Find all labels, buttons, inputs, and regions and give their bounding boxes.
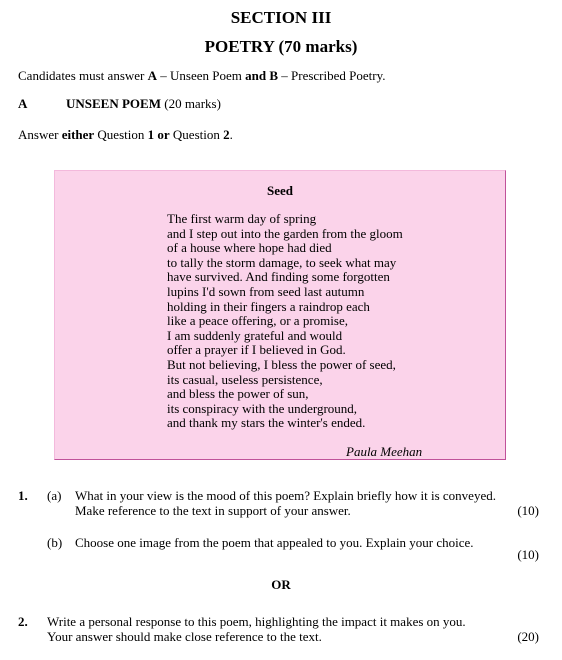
intro-b: B: [269, 68, 279, 83]
intro-post: – Prescribed Poetry.: [278, 68, 386, 83]
poem-line: have survived. And finding some forgotten: [167, 269, 390, 285]
question-1a-marks: (10): [517, 503, 539, 518]
poem-line: lupins I'd sown from seed last autumn: [167, 283, 365, 299]
question-1b-marks: (10): [517, 547, 539, 562]
poetry-heading: POETRY (70 marks): [204, 37, 358, 56]
answer-q2: Question: [169, 127, 224, 142]
question-1a-label: (a): [47, 488, 62, 503]
poem-line: and bless the power of sun,: [167, 386, 309, 402]
question-2-text: [47, 614, 497, 644]
question-2-marks: (20): [517, 629, 539, 644]
section-a-letter: A: [18, 96, 28, 111]
intro-and: and: [245, 68, 267, 83]
question-1a-line: What in your view is the mood of this poem? Explain briefly how it is conveyed.: [75, 488, 496, 503]
question-2-line: Your answer should make close reference to the text.: [47, 629, 322, 644]
poem-line: and I step out into the garden from the gloom: [167, 225, 403, 241]
poem-line: But not believing, I bless the power of seed,: [167, 356, 396, 372]
poem-line: to tally the storm damage, to seek what may: [167, 254, 397, 270]
question-1b-text: Choose one image from the poem that appealed to you. Explain your choice.: [75, 535, 474, 550]
answer-or: or: [154, 127, 170, 142]
candidates-instruction: [18, 68, 385, 84]
answer-one: 1: [147, 127, 155, 142]
answer-dot: .: [229, 127, 233, 142]
poem-line: offer a prayer if I believed in God.: [167, 342, 346, 358]
intro-text: Candidates must answer: [18, 68, 148, 83]
poem-line: The first warm day of spring: [167, 211, 317, 226]
section-a-marks: (20 marks): [160, 96, 221, 111]
question-2-line: Write a personal response to this poem, highlighting the impact it makes on you.: [47, 614, 466, 629]
poem-title: Seed: [267, 183, 293, 198]
question-1-number: 1.: [18, 488, 28, 503]
answer-q: Question: [94, 127, 148, 142]
question-1a-text: [75, 488, 525, 518]
poem-line: I am suddenly grateful and would: [167, 327, 343, 343]
section-a-heading: [18, 96, 221, 112]
intro-a: A: [147, 68, 158, 83]
poem-line: its conspiracy with the underground,: [167, 400, 358, 416]
poem-line: its casual, useless persistence,: [167, 371, 323, 387]
answer-pre: Answer: [18, 127, 62, 142]
intro-mid: – Unseen Poem: [157, 68, 246, 83]
answer-instruction: [18, 127, 233, 143]
section-a-title: UNSEEN POEM: [66, 96, 161, 111]
poem-line: of a house where hope had died: [167, 240, 332, 256]
poem-text: [167, 212, 403, 431]
question-1b-label: (b): [47, 535, 63, 550]
poem-line: holding in their fingers a raindrop each: [167, 298, 370, 314]
question-2-number: 2.: [18, 614, 28, 629]
or-divider: OR: [271, 577, 291, 592]
section-heading: SECTION III: [230, 8, 332, 27]
poem-author: Paula Meehan: [346, 444, 423, 459]
answer-either: either: [61, 127, 95, 142]
poem-line: and thank my stars the winter's ended.: [167, 415, 366, 431]
poem-line: like a peace offering, or a promise,: [167, 313, 348, 329]
answer-two: 2: [223, 127, 230, 142]
question-1a-line: Make reference to the text in support of your answer.: [75, 503, 351, 518]
